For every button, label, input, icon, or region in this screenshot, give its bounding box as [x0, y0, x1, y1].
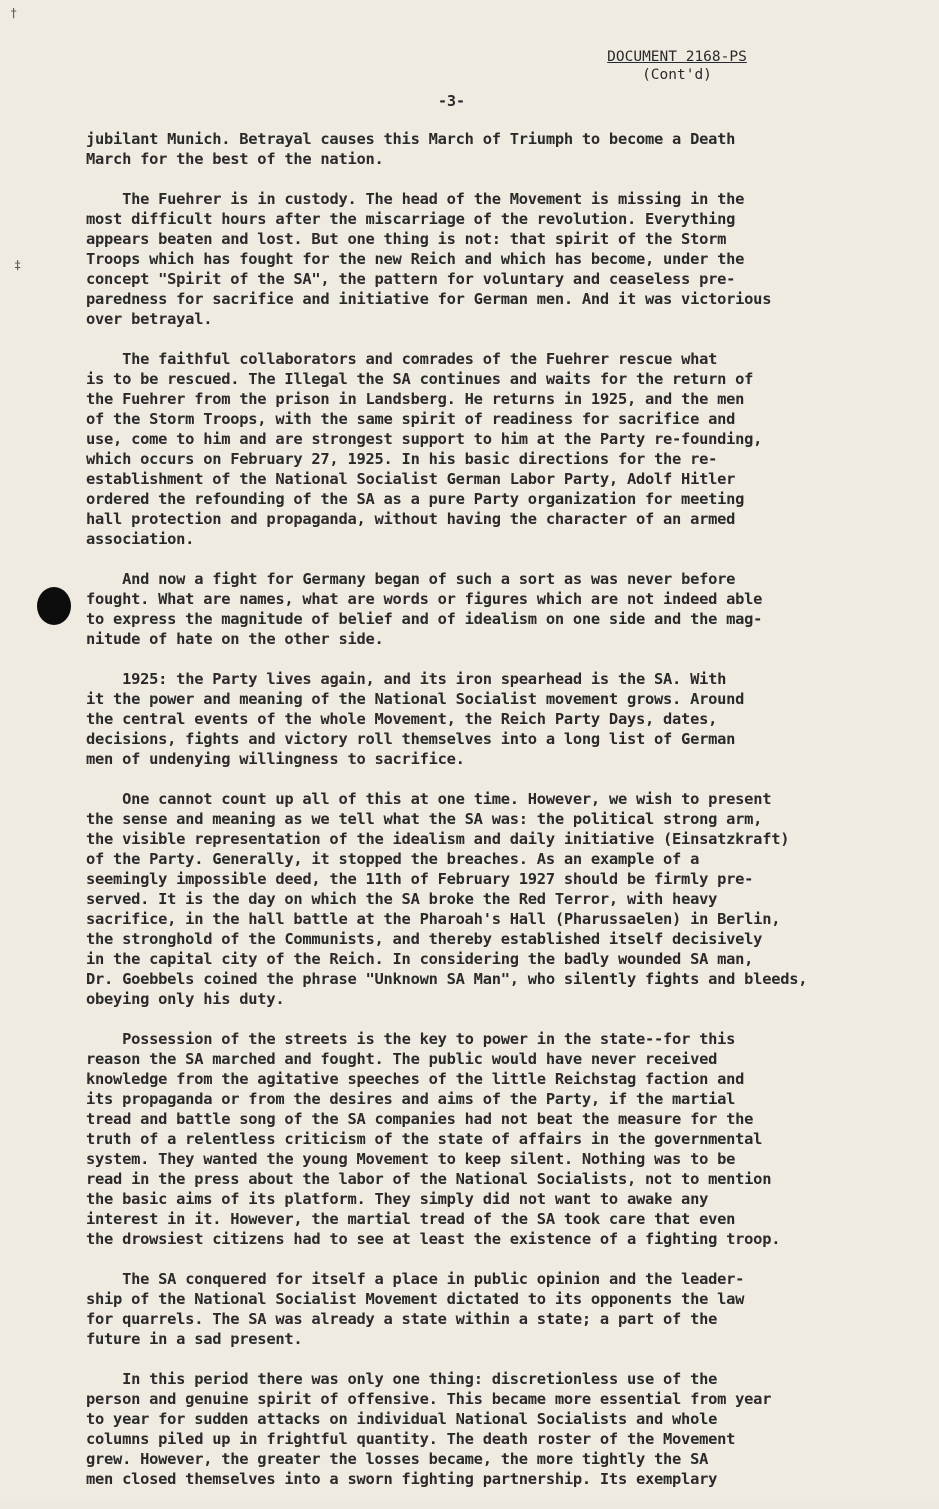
- document-body: [86, 129, 856, 1509]
- document-reference: [592, 48, 762, 84]
- continuation-label: (Cont'd): [642, 67, 712, 83]
- margin-mark-middle: ‡: [14, 258, 22, 272]
- margin-mark-top: †: [10, 6, 18, 20]
- paragraph-3: The faithful collaborators and comrades of the Fuehrer rescue what is to be rescued. The Illegal the SA continues and waits for the return of the Fuehrer from the prison in Landsberg. He returns in 1925, and the men of the Storm Troops, with the same spirit of readiness for sacrifice and use, come to him and are strongest support to him at the Party re-founding, which occurs on February 27, 1925. In his basic directions for the re- establishment of the National Socialist German Labor Party, Adolf Hitler ordered the refounding of the SA as a pure Party organization for meeting hall protection and propaganda, without having the character of an armed association.: [86, 350, 763, 548]
- paragraph-5: 1925: the Party lives again, and its iron spearhead is the SA. With it the power and meaning of the National Socialist movement grows. Around the central events of the whole Movement, the Reich Party Days, dates, decisions, fights and victory roll themselves into a long list of German men of undenying willingness to sacrifice.: [86, 670, 745, 768]
- paragraph-1: jubilant Munich. Betrayal causes this March of Triumph to become a Death March for the best of the nation.: [86, 130, 736, 168]
- page-number: -3-: [438, 92, 466, 110]
- paragraph-8: The SA conquered for itself a place in public opinion and the leader- ship of the National Socialist Movement dictated to its opponents the law for quarrels. The SA was already a state within a state; a part of the future in a sad present.: [86, 1270, 745, 1348]
- paragraph-4: And now a fight for Germany began of such a sort as was never before fought. What are names, what are words or figures which are not indeed able to express the magnitude of belief and of idealism on one side and the mag- nitude of hate on the other side.: [86, 570, 763, 648]
- document-number: DOCUMENT 2168-PS: [607, 49, 747, 65]
- paragraph-6: One cannot count up all of this at one time. However, we wish to present the sense and meaning as we tell what the SA was: the political strong arm, the visible representation of the idealism and daily initiative (Einsatzkraft) of the Party. Generally, it stopped the breaches. As an example of a seemingly impossible deed, the 11th of February 1927 should be firmly pre- served. It is the day on which the SA broke the Red Terror, with heavy sacrifice, in the hall battle at the Pharoah's Hall (Pharussaelen) in Berlin, the stronghold of the Communists, and thereby established itself decisively in the capital city of the Reich. In considering the badly wounded SA man, Dr. Goebbels coined the phrase "Unknown SA Man", who silently fights and bleeds, obeying only his duty.: [86, 790, 808, 1008]
- punch-hole: [37, 587, 71, 625]
- paragraph-9: In this period there was only one thing: discretionless use of the person and genuine spirit of offensive. This became more essential from year to year for sudden attacks on individual National Socialists and whole columns piled up in frightful quantity. The death roster of the Movement grew. However, the greater the losses became, the more tightly the SA men closed themselves into a sworn fighting partnership. Its exemplary: [86, 1370, 772, 1488]
- paragraph-2: The Fuehrer is in custody. The head of the Movement is missing in the most difficult hours after the miscarriage of the revolution. Everything appears beaten and lost. But one thing is not: that spirit of the Storm Troops which has fought for the new Reich and which has become, under the concept "Spirit of the SA", the pattern for voluntary and ceaseless pre- paredness for sacrifice and initiative for German men. And it was victorious over betrayal.: [86, 190, 772, 328]
- paragraph-7: Possession of the streets is the key to power in the state--for this reason the SA marched and fought. The public would have never received knowledge from the agitative speeches of the little Reichstag faction and its propaganda or from the desires and aims of the Party, if the martial tread and battle song of the SA companies had not beat the measure for the truth of a relentless criticism of the state of affairs in the governmental system. They wanted the young Movement to keep silent. Nothing was to be read in the press about the labor of the National Socialists, not to mention the basic aims of its platform. They simply did not want to awake any interest in it. However, the martial tread of the SA took care that even the drowsiest citizens had to see at least the existence of a fighting troop.: [86, 1030, 781, 1248]
